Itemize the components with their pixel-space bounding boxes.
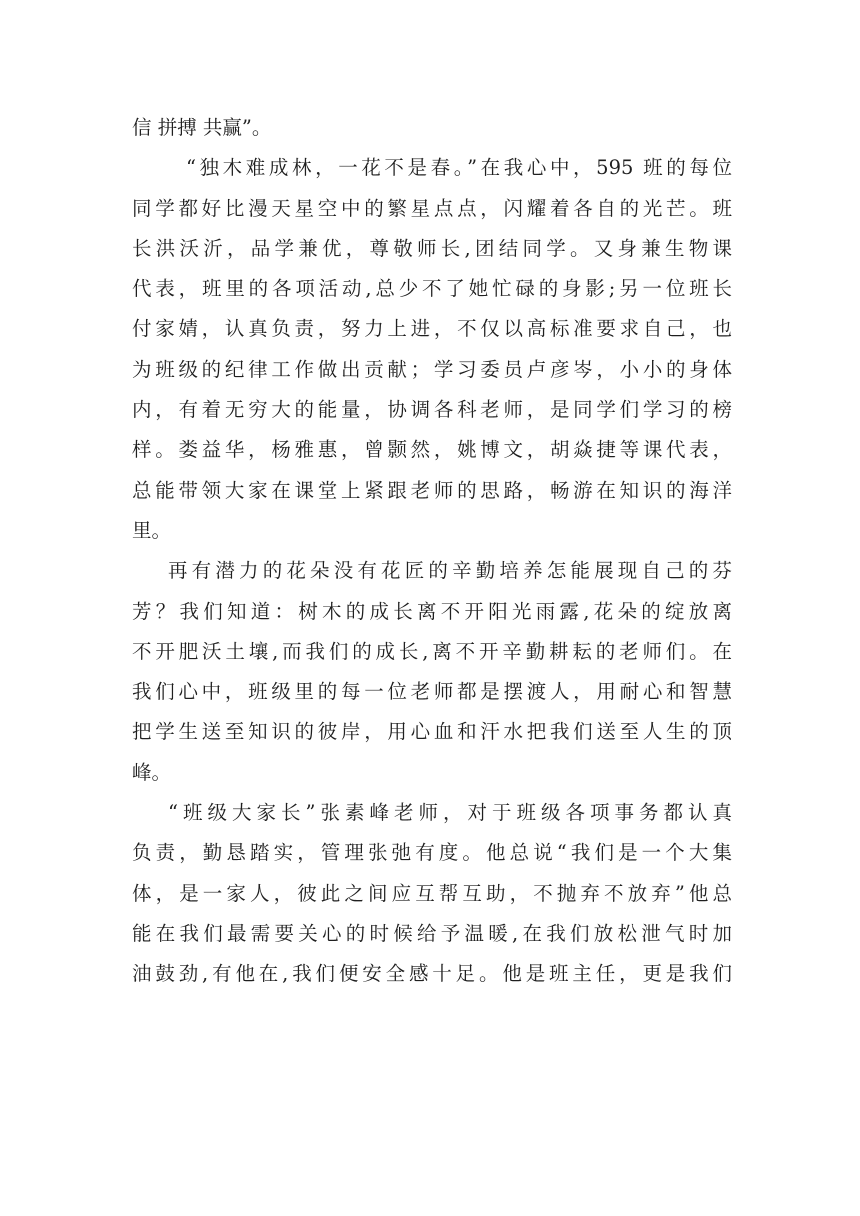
text-line: 付家婧，认真负责，努力上进，不仅以高标准要求自己，也	[132, 317, 732, 341]
text-line: 芳？我们知道：树木的成长离不开阳光雨露,花朵的绽放离	[132, 599, 732, 623]
text-line: 代表，班里的各项活动,总少不了她忙碌的身影;另一位班长	[132, 277, 732, 301]
text-line: 负责，勤恳踏实，管理张弛有度。他总说“我们是一个大集	[132, 841, 732, 865]
paragraph-first-line: “独木难成林，一花不是春。”在我心中，595 班的每位	[186, 156, 732, 180]
text-line: 把学生送至知识的彼岸，用心血和汗水把我们送至人生的顶	[132, 720, 732, 744]
text-line: 不开肥沃土壤,而我们的成长,离不开辛勤耕耘的老师们。在	[132, 639, 732, 663]
text-line: 油鼓劲,有他在,我们便安全感十足。他是班主任，更是我们	[132, 962, 732, 986]
paragraph-first-line: “班级大家长”张素峰老师，对于班级各项事务都认真	[168, 801, 732, 825]
text-line: 信 拼搏 共赢”。	[132, 116, 272, 139]
document-body	[132, 108, 732, 995]
text-line: 体，是一家人，彼此之间应互帮互助，不抛弃不放弃”他总	[132, 881, 732, 905]
text-line: 我们心中，班级里的每一位老师都是摆渡人，用耐心和智慧	[132, 680, 732, 704]
text-line: 里。	[132, 518, 172, 542]
paragraph-first-line: 再有潜力的花朵没有花匠的辛勤培养怎能展现自己的芬	[168, 559, 732, 583]
text-line: 样。娄益华，杨雅惠，曾颢然，姚博文，胡焱捷等课代表，	[132, 438, 732, 462]
text-line: 峰。	[132, 760, 172, 784]
text-line: 同学都好比漫天星空中的繁星点点，闪耀着各自的光芒。班	[132, 196, 732, 220]
text-line: 能在我们最需要关心的时候给予温暖,在我们放松泄气时加	[132, 921, 732, 945]
text-line: 总能带领大家在课堂上紧跟老师的思路，畅游在知识的海洋	[132, 478, 732, 502]
text-line: 为班级的纪律工作做出贡献；学习委员卢彦岑，小小的身体	[132, 357, 732, 381]
text-line: 长洪沃沂，品学兼优，尊敬师长,团结同学。又身兼生物课	[132, 236, 732, 260]
text-line: 内，有着无穷大的能量，协调各科老师，是同学们学习的榜	[132, 398, 732, 422]
